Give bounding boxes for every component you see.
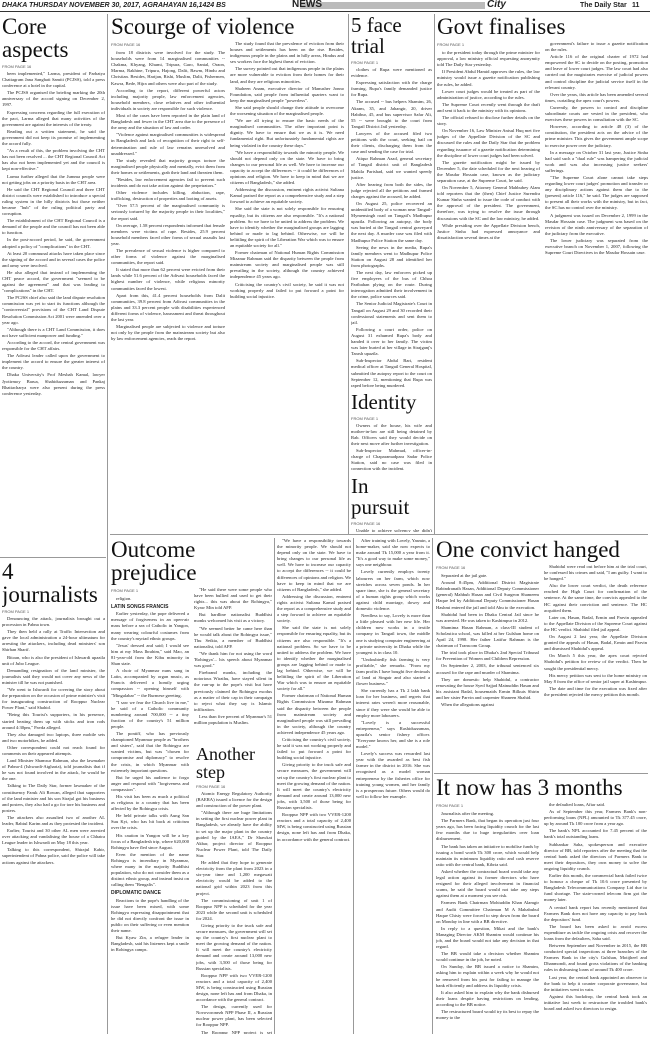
paragraph: The bank's NPL accounted for 7.45 percent of the bank's total outstanding loans. (544, 828, 647, 840)
article-body (351, 423, 432, 473)
article-5-face-trial (351, 15, 432, 532)
paragraph: He also alleged that instead of implementing the CHT peace accord, the government "seemed to be against the agreement" and that was leading to "complications" in the CHT. (2, 269, 105, 294)
paragraph: Around 8:45pm, Additional District Magistrate Rabindranath Hasan, Additional Deputy Commissioner (general) Mahbub Hasan and Civil Surgeon Shameem Haque led by Additional Deputy Commissioner Hasan Hashmi entered the jail and told Abu to the execution. (436, 580, 539, 610)
headline-one-convict-hanged: One convict hanged (436, 538, 620, 562)
paragraph: As of September this year, Farmers Bank's non-performing loans (NPL) amounted to Tk 377.45 crore, up by around Tk 100 crore from a year ago. (544, 809, 647, 827)
column-rule (107, 14, 108, 1034)
paragraph: Last year, the central bank appointed an observer to the bank to help it counter corporate governance, but the initiatives went in vain. (544, 974, 647, 992)
article-body-continued (544, 564, 647, 771)
paragraph: "As a result of this, the problem involving the CHT has not been resolved ... the CHT Regional Council Act has also not been implemented yet and the council is kept non-effective." (2, 148, 105, 172)
paragraph: "We are all trying to ensure the basic needs of the marginalised communities. The other important point is dignity. We have to ensure that we as it is. We need fundamental right. But unfortunately fundamental rights are being violated in the country these days." (230, 118, 344, 148)
paragraph: "We seemed better he came here than he would talk about the Rohingya issue," Thu Seikta, a member of Buddhist nationalist, told AFP. (194, 625, 272, 649)
headline-in-pursuit: In pursuit (351, 473, 410, 519)
paragraph: Following a court order, police on August 31 exhumed Rupa's body and handed it over to her family. The victim was later buried at her village in Sirajganj's Tarash upazila. (351, 326, 432, 357)
paragraph: The Rooppur NPP project is set (201, 1029, 272, 1034)
paragraph: "He said there were some people who have been bullied and used to get their rights... this was about the Rohingya," Kyaw Min told AFP. (194, 587, 272, 611)
paragraph: Subhankar Saha, spokesperson and executive director of BB, told reporters after the meeting that the central bank asked the directors of Farmers Bank to meet their depositors, they own money to solve the ongoing liquidity crunch. (544, 841, 647, 871)
paragraph: Bitoan, who is also the president of Ishwardi upazila unit of Jubo League. (2, 654, 105, 666)
paragraph: On August 25, police recovered an unidentified body of a woman near Tangail-Mymensingh road on Tangail's Madhupur upazila. Following an autopsy, the body was buried at the Tangail central graveyard the next day. A murder case was filed with Madhupur Police Station the same day. (351, 200, 432, 243)
headline-govt-finalises: Govt finalises (437, 15, 566, 39)
paragraph: Giving priority to the truck safe and secure measures, the government will set up the country's first nuclear plant to meet the growing demand of the nation. It will meet the country's electricity demand and create around 13,000 new jobs, with 3,500 of those being for Russian specialists. (277, 762, 351, 811)
continued-from: FROM PAGE 1 (111, 588, 139, 593)
continued-from: FROM PAGE 16 (436, 565, 466, 570)
column-rule (348, 14, 349, 534)
paragraph: Dhaka University's Prof Mesbah Kamal, lawyer Jyotirmoy Barua, Shahiduzzaman and Pankaj Bhattacharya were also present during the press conference yesterday. (2, 372, 105, 396)
paragraph: The study found that the prevalence of eviction from their houses and settlements has been on the rise. Besides, indigenous people in the plains and in hilly areas, Hindus and sex workers face the highest threat of eviction. (230, 41, 344, 65)
headline-outcome-prejudice: Outcome prejudice (111, 538, 197, 585)
paragraph: But Kyaw Zin, a refugee leader in Bangladesh, said his listeners kept a smile in Rohingya camps. (111, 935, 189, 953)
paragraph: Earlier, Tourist and 30 other AL men were arrested over attacking and vandalising the house of a Chhatra League leader in Ishwardi on May 18 this year. (2, 828, 105, 846)
paragraph: Talking to this correspondent, Shirajul Kabir, superintendent of Pabna police, said the police will take actions against the attackers. (2, 847, 105, 865)
paragraph: Needless to say, Lovely is more than a little pleased with her new life. Her children now works in a textile company in Tangail town, the middle one is studying computer engineering at a private university in Dhaka while the youngest is in class 10. (356, 613, 430, 655)
paragraph: Against this backdrop, the central bank took an initiative last week to restructure the troubled bank's board and asked two directors to resign. (544, 993, 647, 1011)
paragraph: The Senior Judicial Magistrate's Court in Tangail on August 29 and 30 recorded their confessional statements and sent them to jail. (351, 301, 432, 325)
paragraph: "Although there are huge limitations in setting the first nuclear power plant in Bangladesh, we already have the ability to set up the major plant in the country guided by the IAEA," Dr Shawkat Akbar, project director of Rooppur Nuclear Power Plant, told The Daily Star. (196, 810, 272, 858)
paragraph: They also damaged two laptops, three mobile sets and two motorbikes, he added. (2, 731, 105, 743)
paragraph: Sub-Inspector Mahmud, officer-in-charge of Chaparamadpara Sadar Police Station, said no case was filed in connection with the incident. (351, 448, 432, 472)
paragraph: Addressing the discussion, eminent rights activist Sultana Kamal praised the report as a comprehensive study and a step forward to achieve an equitable society. (277, 593, 351, 624)
paragraph: Lovely's success was rewarded last year with the awarded as best fish farmer in the district in 2016. She was recognised as a model woman entrepreneur by the fisheries office for training young women, and her family is a prosperous future. Others would do well to follow her example. (356, 751, 430, 799)
paragraph: It stated that more than 62 percent were evicted from their lands while 51.6 percent of the Adivasi households faced the highest number of violence, while religious minority communities faced the lowest. (111, 267, 225, 291)
paragraph: Atiqur Rahman Azad, general secretary of Tangail district unit of Bangladesh Mahila Parishad, said we wanted speedy justice. (351, 156, 432, 180)
paragraph: His mercy petition was sent to the home ministry on May 8 from the office of senior jail super at Kashimpur. (544, 672, 647, 684)
continued-from: FROM PAGE 16 (351, 520, 381, 526)
article-body-continued (545, 41, 648, 531)
paragraph: Article 116 of the original charter of 1972 had empowered the SC to decide on the posting, promotion and leave of lower court judges. The law court had also carried out the magistrates exercise of judicial powers and control discipline the judicial service itself in the relevant country. (545, 54, 648, 90)
paragraph: But hardline nationalist Buddhist monks welcomed his visit as a victory. (194, 612, 272, 624)
paragraph: Less than five percent of Myanmar's 51 million population is Muslim. (194, 713, 272, 725)
paragraph: Rooppur NPP with two VVER-1200 reactors and a total capacity of 2,400 MW, is being constructed using Russian design, none left has and from Dhaka, in accordance with the general contract. (277, 812, 351, 842)
paragraph: from 18 districts were involved for the study. The households were from 14 marginalised communities -- Chakma, Khyang, Khumi, Tripura, Garo, Santal, Oraon, Marma, Rakhine, Tripura, Hajong, Dalit, Bawm, Hindu and Christian. Besides, Harijan, Rishi, Muslim, Dalit, Fishermen, Kawra, Bede, Hijra and others were also part of the study. (111, 50, 225, 86)
paragraph: to the president today through the prime minister for approval, a law ministry official requesting anonymity told The Daily Star yesterday. (437, 50, 540, 68)
paragraph: "Undoubtedly fish farming is very profitable," she remarks. "From my farm profits I have bought five decimals of land at Singair and also started a flower business." (356, 656, 430, 687)
paragraph: In a message on October 31 last year, Justice Sinha had said such a "dual rule" was hampering the judicial work and was also increasing justice seekers' sufferings. (545, 149, 648, 173)
paragraph: Lovely currently employs twenty labourers on her farm, which now stretches across seven ponds. In her spare time, she is the general secretary of a human rights group which works against child marriage, dowry and domestic violence. (356, 569, 430, 612)
paper-logo: The Daily Star (580, 2, 627, 9)
article-body (351, 528, 432, 532)
paragraph: However, according to article 48 (3) of the constitution, the president acts on the advice of the prime minister. This gives the government ample scope to exercise power over the judiciary. (545, 124, 648, 148)
paragraph: He added that they hope to generate electricity from the plant from 2023 in a six-year time and 1,200 megawatt electricity would be added to the national grid within 2023 from this project. (196, 860, 272, 896)
paragraph: Most of the cases have been reported in the plain land of Bangladesh and fewer in the CHT area due to the presence of the army and the situation of law and order. (111, 113, 225, 131)
paragraph: Reactions to the pope's handling of the issue have been mixed, with some Rohingya expressing disappointment that he did not directly confront the issue in public on their suffering or even mention their name. (111, 897, 189, 933)
paragraph: The restructured board would try its best to repay the money to the (436, 1009, 539, 1021)
paragraph: Shamima Hasan Rahman, a class-III student of Scholastica school, was killed at her Gulshan home on April 24, 1998. Her father Latifur Rahman is the chairman of Transcom Group. (436, 624, 539, 649)
headline-scourge: Scourge of violence (111, 15, 295, 39)
paragraph: Criticising the country's civil society, he said it was not working properly and failed to put forward a point for building social injustice. (230, 281, 344, 299)
article-body-continued (544, 802, 647, 1034)
paragraph: The official refused to disclose further details on the story. (437, 115, 540, 127)
article-body (436, 802, 539, 1034)
paragraph: The establishment of the CHT Regional Council is a demand of the people and the council has not been able to function. (2, 218, 105, 236)
paragraph: She said the state is not solely responsible for ensuring equality, but its citizens are also responsible. "It's a national problem. So we have to be united to address the problem. We have to identify whether the marginalised groups are lagging behind or made to lag behind. Otherwise, we will be belittling the spirit of the Liberation War which was to ensure an equitable society for all." (230, 206, 344, 248)
paragraph: Expressing satisfaction with the charge framing, Rupa's family demanded justice for Rupa. (351, 80, 432, 98)
paragraph: In the post-accord period, he said, the government adopted a policy of "complications" in the CHT. (2, 237, 105, 249)
paragraph: After hearing from both the sides, the judge rejected all the petitions and framed charges against the accused, he added. (351, 181, 432, 199)
paragraph: A choir of Myanmar nuns sang in Latin, accompanied by organ music, as Francis delivered a homily urging compassion -- opening himself with "Mingalabar" -- the Burmese greeting. (111, 668, 189, 698)
paragraph: "We have a responsibility towards the minority people. We should not depend only on the state. We have to bring changes to our personal life as well. We have to increase our capacity to accept the differences -- it could be differences of opinions and religion. We have to keep in mind that we are citizens of Bangladesh," she added. (277, 538, 351, 592)
paragraph: "We have a responsibility towards the minority people. We should not depend only on the state. We have to bring changes to our personal life as well. We have to increase our capacity to accept the differences -- it could be differences of opinions and religion. We have to keep in mind that we are citizens of Bangladesh," she added. (230, 149, 344, 186)
paragraph: Shahidul had been in Dhaka Central Jail since he was arrested. He was taken to Kashimpur in 2012. (436, 611, 539, 623)
headline-3-months: It now has 3 months (436, 776, 623, 800)
continued-from: FROM PAGE 1 (351, 415, 379, 421)
paragraph: The PCJSS chief also said the land dispute resolution commission was yet to start its functions although the "controversial" provisions of the CHT Land Dispute Resolution Commission Act 2001 were amended over a year ago. (2, 295, 105, 325)
paragraph: On Sunday, the BB issued a notice to Shamim, asking him to explain within a week why he would not be removed from his post for failing to manage the bank efficiently and address its liquidity crisis. (436, 964, 539, 988)
article-body (436, 564, 539, 771)
paragraph: Addressing the discussion, eminent rights activist Sultana Kamal praised the report as a comprehensive study and a step forward to achieve an equitable society. (230, 187, 344, 205)
paragraph: Farmers Bank Chairman Mohiuddin Khan Alamgir and Audit Committee Chairman M A Mahabubul Haque Chisty were forced to step down from the board on Monday in line with a BB directive. (436, 900, 539, 924)
paragraph: Lower court judges would be treated as part of the administration of justice, according to the rules. (437, 88, 540, 100)
continued-from: FROM PAGE 1 (2, 609, 30, 614)
paragraph: According to the accord, the central government was responsible for the CHT affairs. (2, 339, 105, 352)
paragraph: She said people should change their attitude to overcome the worsening situation of the marginalised people. (230, 104, 344, 117)
paragraph: Earlier this month, the commercial bank failed twice to honour a cheque of Tk 10.6 crore presented by Bangladesh Telecommunications Company Ltd due to fund shortage. The state-owned telecom firm got the money later. (544, 873, 647, 903)
paragraph: Criticising the country's civil society, he said it was not working properly and failed to put forward a point for building social injustice. (277, 737, 351, 761)
paragraph: But he urged his audience to forgo anger and respond with "forgiveness and compassion". (111, 774, 189, 792)
article-body (2, 616, 105, 866)
paragraph: Even the mention of the name Rohingya is incendiary in Myanmar, where many in the majority Buddhist population, who do not consider them as a distinct ethnic group, and instead insist on calling them "Bengalis". (111, 851, 189, 888)
paragraph: "We thank him for not using the word 'Rohingya'... his speech about Myanmar was good." (194, 650, 272, 669)
paragraph: Land Minister Shamsur Rahman, also the lawmaker of Pabna-4 (Ishwardi-Atgharia), told journalists that if he was not found involved in the attack, he would be the one. (2, 758, 105, 782)
paragraph: The bank has taken an initiative to mobilise funds by issuing a bond worth Tk 300 crore, which would help maintain its minimum liquidity ratio and cash reserve ratio with the central bank, Kibria said. (436, 843, 539, 867)
paragraph: Former chairman of National Human Rights Commission Mizanur Rahman said the disparity between the people from mainstream society and marginalised people was still prevailing in the society, although the country achieved independence 45 years ago. (277, 693, 351, 735)
paragraph: They are domestic help Shahidul, a contractor renovating the house Syed Sajjad Mainuddin Hasan and his assistant Badal, housemaids Ermin Bilkuis Shirin and her sister Parvin and carpenter Shaneen Shahid. (436, 676, 539, 700)
paragraph: On November 5, Attorney General Mahbubey Alam told reporters that the (then) Chief Justice Surendra Kumar Sinha wanted to issue the code of conduct with the approval of the president. The government, therefore, was trying to resolve the issue through discussions with the SC and the law ministry, he added. (437, 185, 540, 221)
article-govt-finalises (437, 15, 648, 532)
article-body (111, 41, 225, 531)
paragraph: The survey pointed out that indigenous people in the plains are more vulnerable to eviction from their homes for their land, and they are religious minorities. (230, 66, 344, 84)
paragraph: On March 5 this year, the apex court rejected Shahidul's petition for review of the verdict. Then he sought the presidential mercy. (544, 653, 647, 671)
paragraph: His visit has been as much a political as religious to a country that has been affected by the Rohingya crisis. (111, 794, 189, 812)
paragraph: Reading out a written statement, he said the government did not keep its promise of implementing the accord fully. (2, 128, 105, 147)
paragraph: government's failure to issue a gazette notification on the rules. (545, 41, 648, 53)
paragraph: They then held a rally at Traffic Intersection and gave the local administration a 24-hour ultimatum for arresting the attackers, including dead ministers' son Shirhan Sharif. (2, 629, 105, 653)
paragraph: Owners of the house, his wife and mother-in-law are still being detained by Rab. Officers said they would decide on their next move after further investigation. (351, 422, 432, 447)
column-rule (353, 538, 354, 1034)
paragraph: Also the lower court verdict, the death reference reached the High Court for confirmation of the sentence. At the same time, the convicts appealed to the HC against their conviction and sentence. The HC acquitted them. (544, 583, 647, 613)
paragraph: After training with Lovely, Yasmin, a home-maker, said she now expects to make around Tk 15,000 a year from it. "It's a good way to make some money," says one neighbour. (356, 538, 430, 568)
article-body (437, 41, 540, 531)
paragraph: The gazette notification might be issued by December 5, the date scheduled for the next hearing of the Masdar Hossain case, known as the judiciary separation case, at the Supreme Court, he said. (437, 159, 540, 183)
paragraph: The commissioning of unit 1 of Rooppur NPP is scheduled for the year 2023 while the second unit is scheduled for 2024. (196, 897, 272, 921)
article-one-convict-hanged (436, 538, 648, 771)
paragraph: At least 20 communal attacks have taken place since the signing of the accord and in several cases the police and army were involved. (2, 250, 105, 268)
paragraph: Earlier yesterday, the pope delivered a message of forgiveness in an open-air mass before a sea of Catholic in Yangon, many wearing colourful costumes from the country's myriad ethnic groups. (111, 611, 189, 641)
paragraph: On September 2, 2003, the tribunal sentenced six accused for the rape and murder of Shamima. (436, 663, 539, 675)
article-column-continued (356, 538, 430, 1034)
paragraph: The prevalence of sexual violence is higher compared to other forms of violence against the marginalised communities, the report said. (111, 248, 225, 266)
paragraph: According to the report, different powerful actors including majority people, law enforcement agencies, household members, close relatives and other influential individuals in society are responsible for such violence. (111, 87, 225, 111)
paragraph: He said the CHT Regional Council and three CHT district councils were established to introduce a special ruling system in the hilly districts but those neither became "hub" of the ruling political party and corruption. (2, 186, 105, 217)
article-column-continued (277, 538, 351, 1034)
paragraph: "Although there is a CHT Land Commission, it does not have sufficient manpower and funding." (2, 326, 105, 338)
paragraph: Other correspondent could not reach found for comments on their appeared attempts. (2, 744, 105, 756)
paragraph: "We went to Ishwardi for covering the story about the preparation on the occasion of prime minister's visit for inaugurating construction of Rooppur Nuclear Power Plant," said Shahid. (2, 687, 105, 711)
paragraph: Unable to achieve solvency she didn't (356, 527, 432, 532)
paragraph: When the allegations against (441, 701, 494, 707)
paragraph: While presiding over the Appellate Division bench, Justice Sinha had expressed annoyance and dissatisfaction several times at the (437, 222, 540, 240)
paragraph: On November 16, Law Minister Anisul Huq met five judges of the Appellate Division of the SC and discussed the rules and the Daily Star that the problem regarding issuance of a gazette notification determining the discipline of lower court judges had been solved. (437, 128, 540, 158)
paragraph: The board has been asked to avoid excess expenditure as tackle the ongoing crisis and recover the loans from the defaulters, Saha said. (544, 923, 647, 941)
continued-from: FROM PAGE 16 (2, 64, 32, 69)
article-body (196, 791, 272, 1034)
paragraph: "Besides, law enforcement agencies fail to prevent such incidents and do not take action against the perpetrators." (111, 176, 225, 189)
paragraph: On average, 1.58 percent respondents informed that female members were victims of rape. Besides, 25.9 percent household members faced other forms of sexual assaults last year. (111, 222, 225, 246)
headline-core-aspects: Core aspects (2, 15, 69, 62)
paragraph: Separated at the jail gate. (441, 573, 488, 579)
paragraph: Journalists after the meeting. (441, 811, 495, 817)
paragraph: Rooppur NPP with two VVER-1200 reactors and a total capacity of 2,400 MW, is being constructed using Russian design, none left has and from Dhaka, in accordance with the general contract. (196, 972, 272, 1003)
section-label: NEWS (292, 0, 322, 10)
paragraph: Sub-Inspector Abdul Bari, resident medical officer at Tangail General Hospital, submitted the autopsy report to the court on September 12, mentioning that Rupa was raped before being murdered. (351, 358, 432, 388)
continued-from: FROM PAGE 1 (437, 42, 465, 47)
paragraph: Apart from this, 41.4 percent households from Dalit communities, 39.8 percent from Adivasi communities in the plains and 33.3 percent people with disabilities experienced different forms of violence, harassment and threat throughout the last year. (111, 292, 225, 323)
subhead: DIPLOMATIC DANCE (111, 890, 161, 897)
paragraph: Giving priority to the truck safe and secure measures, the government will set up the country's first nuclear plant to meet the growing demand of the nation. It will meet the country's electricity demand and create around 13,000 new jobs, with 3,500 of those being for Russian specialists. (196, 922, 272, 971)
paragraph: His caution in Yangon will be a key focus of a Bangladesh trip, where 620,000 Rohingya have fled since August. (111, 832, 189, 850)
article-scourge-of-violence (111, 15, 345, 532)
paragraph: In reply to a question, Mikat and the bank's Managing Director AKM Shamim would continue his job, and the board would not take any decision in that regard. (436, 925, 539, 950)
headline-another-step: Another step (196, 745, 255, 782)
paragraph: "Violence against marginalised communities is widespread in Bangladesh and lack of recognition of their right to self-determination and rule of law remains unresolved and unaddressed." (111, 132, 225, 156)
continued-from: FROM PAGE 1 (436, 803, 464, 808)
paragraph: "I saw we fear the Church live in me," he said of a Catholic community numbering around 700,000 -- a tiny fraction of the country's 51 million people. (111, 699, 189, 729)
article-body (277, 538, 351, 843)
paragraph: Over the years, this article has been amended several times, curtailing the apex court's powers. (545, 91, 648, 103)
headline-identity: Identity (351, 389, 417, 414)
masthead-bar (300, 2, 485, 9)
paragraph: Shahidul were read out before him at the trial court, he confessed his crimes and said, "I am guilty. I want to be hanged." (544, 564, 647, 582)
paragraph: A central bank report has recently mentioned that Farmers Bank does not have any capacity to pay back the depositors' fund. (544, 904, 647, 922)
masthead (0, 0, 650, 12)
paragraph: Later on, Hasan, Badal, Ermin and Parvin appealed to the Appellate Division of the Supreme Court against the HC verdict. Shahidul filed jail appeal. (544, 614, 647, 632)
paragraph: The pontiff, who has previously championed Myanmar people as "brothers and sisters", said that the Rohingya are wanted victims, but was "chosen for compromise and diplomacy" to resolve the crisis, in which Myanmar with extremely important questions. (111, 731, 189, 773)
paragraph: been implemented," Larma, president of Parbatya Chattagram Jana Sanghati Samiti (PCJSS), told a press conference at a hotel in the capital. (2, 71, 105, 89)
paragraph: Denouncing the attack, journalists brought out a procession in Pabna town. (2, 616, 105, 628)
paragraph: The study revealed that majority groups torture the marginalised people physically and mentally, evict them from their homes or settlements, grab their land and threaten them. (111, 157, 225, 175)
article-core-aspects (2, 15, 105, 555)
city-label: City (487, 0, 506, 10)
paragraph: Larma further alleged that the Jumma people were not getting jobs on a priority basis in the CHT area. (2, 173, 105, 185)
paragraph: The accused -- bus helpers Shamim, 26, Akram, 35, and Jahangir, 20, driver Habibur, 45, and bus supervisor Safar Ali, 55 -- were brought to the court from Tangail District Jail yesterday. (351, 99, 432, 129)
article-4-journalists (2, 560, 105, 1034)
continued-from: FROM PAGE 16 (111, 42, 141, 47)
paragraph: Atomic Energy Regulatory Authority (BAERA) issued a licence for the design and construction of the power plant. (196, 791, 272, 809)
continued-from: FROM PAGE 16 (196, 784, 226, 789)
article-another-step (196, 745, 272, 1034)
paragraph: The PCJSS organised the briefing marking the 20th anniversary of the accord signing on December 2, 1997. (2, 90, 105, 108)
paragraph: He held private talks with Aung San Suu Kyi, who has hit back at criticism over the crisis. (111, 813, 189, 831)
page-number: 11 (632, 2, 640, 9)
column-rule (434, 14, 435, 534)
paragraph: It also asked him to explain why the bank disbursed their loans despite having restrictions on lending, according to the BB notice. (436, 989, 539, 1007)
paragraph: The next day, law enforcers picked up five employees of the bus of Chhoa Paribahan plying on the route. During interrogation admitted their involvement in the crime, police sources said. (351, 270, 432, 300)
headline-4-journalists: 4 journalists (2, 560, 98, 607)
paragraph: religion. (116, 596, 132, 602)
paragraph: "Lovely is a successful entrepreneur," says Rashiduzzaman, upazila's senior fishery officer. "Everyone knows her, and she is a role model." (356, 719, 430, 750)
paragraph: On August 2 last year, the Appellate Division granted the appeals of Hasan, Badal, Ermin and Parvin and dismissed Shahidul's appeal. (544, 634, 647, 652)
paragraph: Lawyers of the accused filed two petitions with the court, seeking bail on their clients, discharging them from the case and sending the case for trial. (351, 130, 432, 155)
paragraph: Former chairman of National Human Rights Commission Mizanur Rahman said the disparity between the people from mainstream society and marginalised people was still prevailing in the society, although the country achieved independence 45 years ago. (230, 250, 344, 280)
paragraph: She said the state is not solely responsible for ensuring equality, but its citizens are also responsible. "It's a national problem. So we have to be united to address the problem. We have to identify whether the marginalised groups are lagging behind or made to lag behind. Otherwise, we will be belittling the spirit of the Liberation War which was to ensure an equitable society for all." (277, 625, 351, 692)
paragraph: The trial took place in Dhaka's 2nd Special Tribunal for Prevention of Women and Children Repression. (436, 650, 539, 662)
column-rule (432, 538, 433, 1034)
paragraph: Talking to The Daily Star, former lawmaker of the constituency Faruk Ali Rowan, alleged that supporters of the land minister and his son Sirajul got his business and posters, they also had a go for tore his business and posters. (2, 783, 105, 813)
paragraph: Currently, the powers to control and discipline subordinate courts are vested in the president, who exercises these powers in consultation with the SC. (545, 104, 648, 123)
paragraph: "Over 57.5 percent of the marginalised community is seriously tortured by the majority people in their localities," the report said. (111, 203, 225, 221)
paragraph: The Supreme Court recently went through the draft and sent it back to the ministry with its opinions. (437, 101, 540, 113)
paragraph: Firebrand monks, including the notorious Wirathu, have stayed silent in the run-up to the pope's visit but have previously claimed the Rohingya exodus as a matter of their cap in their campaign to reject what they say is Islamic infiltration. (194, 670, 272, 712)
paragraph: Other violence includes killing, abduction, rape, trafficking, destruction of properties and looting of assets. (111, 190, 225, 202)
article-body-continued (230, 41, 344, 531)
paragraph: "Being this Tourist's supporters, in his presence, started beating them up with sticks and iron rods around 4:30pm," Pavda alleged. (2, 712, 105, 730)
article-body (111, 587, 189, 1034)
paragraph: Between September and November in 2015, the BB conducted special inspections at three branches of the Farmers Bank in the city's Gulshan, Motijheel and Dhanmondi, and found gross violations of the banking rules in disbursing loans of around Tk 400 crore. (544, 943, 647, 973)
subhead: LATIN SONGS FRANCIS (111, 604, 169, 611)
paragraph: clothes of Rupa were mentioned as evidence. (351, 67, 432, 79)
paragraph: She currently has a Tk 2 lakh bank loan for her business, and regrets that interest rates weren't more reasonable, since if they were she would be able to employ more labourers. (356, 688, 430, 718)
paragraph: "Jesus' dressed and said; I would see him at my Mass Ibrahim," said Mao, an 81-year-old from the Kibu minority in Shan state. (111, 642, 189, 667)
paragraph: Seeing the news in the media, Rupa's family members went to Madhupur Police Station on August 28 and identified her from photographs. (351, 244, 432, 268)
paragraph: The Adivasi leader called upon the government to implement the accord to ensure the greater interest of the country. (2, 353, 105, 371)
paragraph: A judgment was issued on December 2, 1999 in the Masdar Hossain case. The judgment was based on the revision of the ninth anniversary of the separation of the judiciary from the executive. (545, 212, 648, 236)
paragraph: Demanding resignation of the land minister, the journalists said they would not cover any news of the minister till he was not punished. (2, 667, 105, 685)
paragraph: "The Supreme Court alone cannot take steps regarding lower court judges' promotion and transfer or any disciplinary actions against them due to the (present) article 116," he said. The judges are supposed to present all their works with the ministry, but in fact, the SC has no control over the ministry. (545, 174, 648, 211)
row-rule (110, 534, 648, 535)
headline-5-face-trial: 5 face trial (351, 15, 402, 58)
masthead-date: DHAKA THURSDAY NOVEMBER 30, 2017, AGRAHAYAN 16,1424 BS (2, 2, 226, 9)
row-rule (434, 773, 648, 774)
article-body (351, 67, 432, 389)
paragraph: The BB would take a decision whether Shamim would continue in the job, he noted. (436, 951, 539, 963)
paragraph: The Farmers Bank, that began its operation just four years ago, has been facing liquidity crunch for the last few months due to huge irregularities over loan disbursement. (436, 818, 539, 842)
article-it-now-has-3-months (436, 776, 648, 1034)
article-body (356, 538, 430, 800)
article-body (2, 71, 105, 397)
paragraph: Marginalised people are subjected to violence and torture not only by the people from the mainstream society but also by law enforcement agencies, reads the report. (111, 324, 225, 342)
continued-from: FROM PAGE 1 (351, 60, 379, 65)
row-rule (0, 557, 106, 558)
paragraph: Expressing concerns regarding the full execution of the pact, Larma alleged that many activities of the government are against the interests of the treaty. (2, 109, 105, 127)
paragraph: The attackers also assaulted two of another AL leader, Rabiul Karim and as they protested the incident. (2, 814, 105, 826)
column-rule (274, 538, 275, 1034)
paragraph: the defaulted loans, Aftar said. (549, 802, 606, 807)
paragraph: Shaheen Anam, executive director of Manusher Jonno Foundation, said people from influential quarters want to keep the marginalised people "powerless". (230, 85, 344, 103)
paragraph: If President Abdul Hamid approves the rules, the law ministry would issue a gazette notification publishing the rules, he added. (437, 69, 540, 87)
paragraph: The date and time for the execution was fixed after the president rejected the mercy petition this month. (544, 685, 647, 697)
paragraph: The lower judiciary was separated from the executive branch on November 1, 2007, following the Supreme Court Directives in the Masdar Hossain case. (545, 237, 648, 256)
paragraph: Asked whether the contractual board would take any legal action against its former directors who have resigned for their alleged involvement in financial scams, he said the board would not take any steps against them at a moment you see risk. (436, 868, 539, 899)
paragraph: The design, currently used for Novovoronezh NPP Phase II, a Russian nuclear power plant, has been selected for Rooppur NPP. (196, 1004, 272, 1028)
